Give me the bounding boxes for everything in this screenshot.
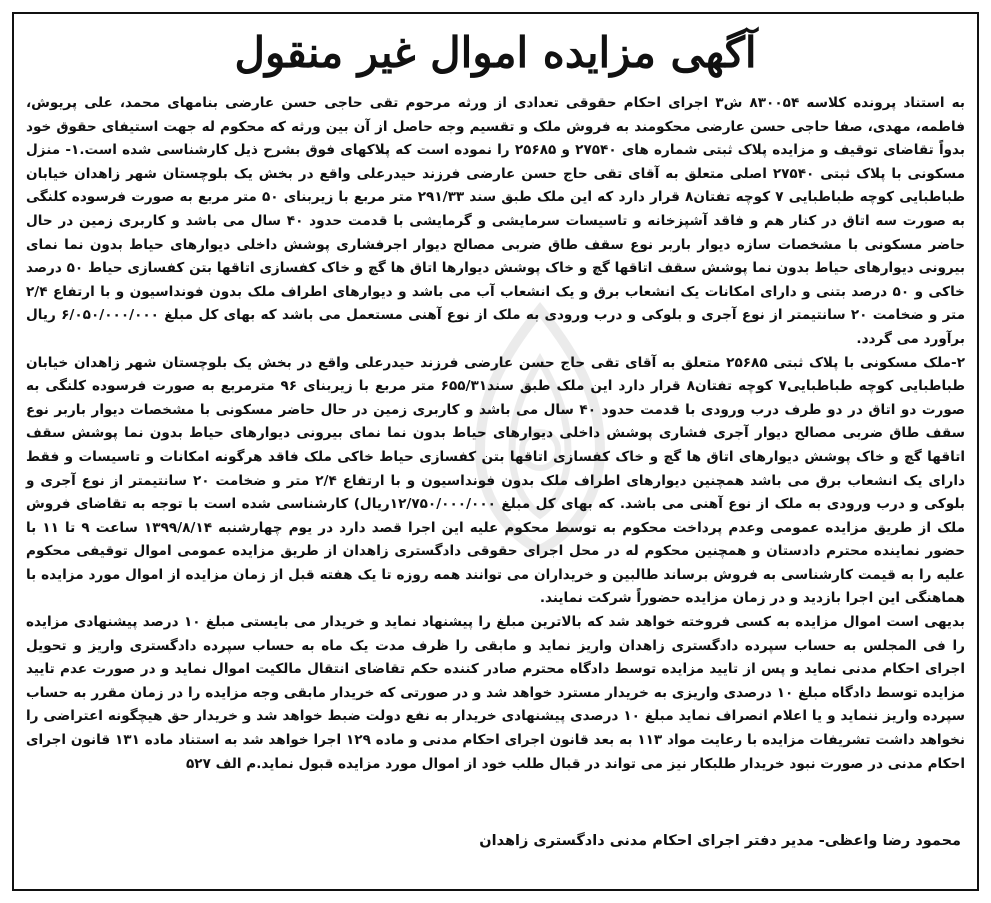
notice-paragraph: به استناد پرونده کلاسه ۸۳۰۰۵۴ ش۳ اجرای احکام حقوقی تعدادی از ورثه مرحوم تقی حاجی حسن عارضی بنامهای محمد، علی پریوش، فاطمه، مهدی، صفا حاجی حسن عارضی محکومند به فروش ملک و تقسیم وجه حاصل از آن بین ورثه که محکوم له جهت استیفای حقوق خود بدواً تقاضای توقیف و مزایده پلاک ثبتی شماره های ۲۷۵۴۰ و ۲۵۶۸۵ را نموده است که پلاکهای فوق بشرح ذیل کارشناسی شده است.۱- منزل مسکونی با پلاک ثبتی ۲۷۵۴۰ اصلی متعلق به آقای تقی حاج حسن عارضی فرزند حیدرعلی واقع در بخش یک بلوچستان شهر زاهدان خیابان طباطبایی کوچه طباطبایی ۷ کوچه تفتان۸ قرار دارد که این ملک طبق سند ۲۹۱/۳۳ متر مربع با زیربنای ۵۰ متر مربع به صورت فرسوده کلنگی به صورت سه اتاق در کنار هم و فاقد آشپزخانه و تاسیسات سرمایشی و گرمایشی با قدمت حدود ۴۰ سال می باشد و کاربری زمین در حال حاضر مسکونی با مشخصات سازه دیوار باربر نوع سقف طاق ضربی مصالح دیوار اجرفشاری پوشش داخلی دیوارهای حیاط بدون نما نمای بیرونی دیوارهای حیاط بدون نما پوشش سقف اتاقها گچ و خاک پوشش دیوارها اتاق ها گچ و خاک کفسازی اتاقها بتن کفسازی حیاط ۵۰ درصد خاکی و ۵۰ درصد بتنی و دارای امکانات یک انشعاب برق و یک انشعاب آب می باشد و دیوارهای اطراف ملک بدون فونداسیون و با ارتفاع ۲/۴ متر و ضخامت ۲۰ سانتیمتر از نوع آجری و بلوکی و درب ورودی به ملک از نوع آهنی مستعمل می باشد که بهای کل مبلغ ۶/۰۵۰/۰۰۰/۰۰۰ ریال برآورد می گردد. <box>26 95 966 347</box>
notice-title: آگهی مزایده اموال غیر منقول <box>234 28 757 77</box>
notice-paragraph: بدیهی است اموال مزایده به کسی فروخته خواهد شد که بالاترین مبلغ را پیشنهاد نماید و خریدار می بایستی مبلغ ۱۰ درصد پیشنهادی مزایده را فی المجلس به حساب سپرده دادگستری زاهدان واریز نماید و مابقی را ظرف مدت یک ماه به حساب سپرده دادگستری واریز و تحویل اجرای احکام مدنی نماید و پس از تایید مزایده توسط دادگاه محترم صادر کننده حکم تقاضای انتقال مالکیت اموال نماید و در صورت عدم تایید مزایده توسط دادگاه مبلغ ۱۰ درصدی واریزی به خریدار مسترد خواهد شد و در صورتی که خریدار مابقی وجه مزایده را در زمان مقرر به حساب سپرده واریز ننماید و یا اعلام انصراف نماید مبلغ ۱۰ درصدی پیشنهادی خریدار به نفع دولت ضبط خواهد شد و خریدار حق هیچگونه اعتراضی را نخواهد داشت تشریفات مزایده با رعایت مواد ۱۱۳ به بعد قانون اجرای احکام مدنی و ماده ۱۲۹ اجرا خواهد شد به استناد ماده ۱۳۱ قانون اجرای احکام مدنی در صورت نبود خریدار طلبکار نیز می تواند در قبال طلب خود از اموال مورد مزایده قبول نماید.م الف ۵۲۷ <box>26 614 966 772</box>
notice-body <box>26 92 965 776</box>
notice-paragraph: ۲-ملک مسکونی با پلاک ثبتی ۲۵۶۸۵ متعلق به آقای تقی حاج حسن عارضی فرزند حیدرعلی واقع در بخش یک بلوچستان شهر زاهدان خیابان طباطبایی کوچه طباطبایی۷ کوچه تفتان۸ قرار دارد این ملک طبق سند۶۵۵/۳۱ متر مربع با زیربنای ۹۶ مترمربع به صورت فرسوده کلنگی به صورت دو اتاق در دو طرف درب ورودی با قدمت حدود ۴۰ سال می باشد و کاربری زمین در حال حاضر مسکونی با مشخصات دیوار باربر نوع سقف طاق ضربی مصالح دیوار آجری فشاری پوشش داخلی دیوارهای حیاط بدون نما نمای بیرونی دیوارهای حیاط بدون نما پوشش سقف اتاقها گچ و خاک پوشش دیوارهای اتاق ها گچ و خاک کفسازی اتاقها بتن کفسازی حیاط خاکی ملک فاقد هرگونه امکانات و تاسیسات و فقط دارای یک انشعاب برق می باشد همچنین دیوارهای اطراف ملک بدون فونداسیون و با ارتفاع ۲/۴ متر و ضخامت ۲۰ سانتیمتر از نوع آجری و بلوکی و درب ورودی به ملک از نوع آهنی می باشد. که بهای کل مبلغ ۱۲/۷۵۰/۰۰۰/۰۰۰ریال) کارشناسی شده است با توجه به تقاضای فروش ملک از طریق مزایده عمومی وعدم پرداخت محکوم به توسط محکوم علیه این اجرا قصد دارد در یوم چهارشنبه ۱۳۹۹/۸/۱۴ ساعت ۹ تا ۱۱ با حضور نماینده محترم دادستان و همچنین محکوم له در محل اجرای حقوقی دادگستری زاهدان از طریق مزایده عمومی اموال توقیفی محکوم علیه را به قیمت کارشناسی به فروش برساند طالبین و خریداران می توانند همه روزه تا یک هفته قبل از زمان مزایده از اموال مورد مزایده با هماهنگی این اجرا بازدید و در زمان مزایده حضوراً شرکت نمایند. <box>26 354 966 607</box>
signature-line: محمود رضا واعظی- مدیر دفتر اجرای احکام مدنی دادگستری زاهدان <box>479 833 961 849</box>
